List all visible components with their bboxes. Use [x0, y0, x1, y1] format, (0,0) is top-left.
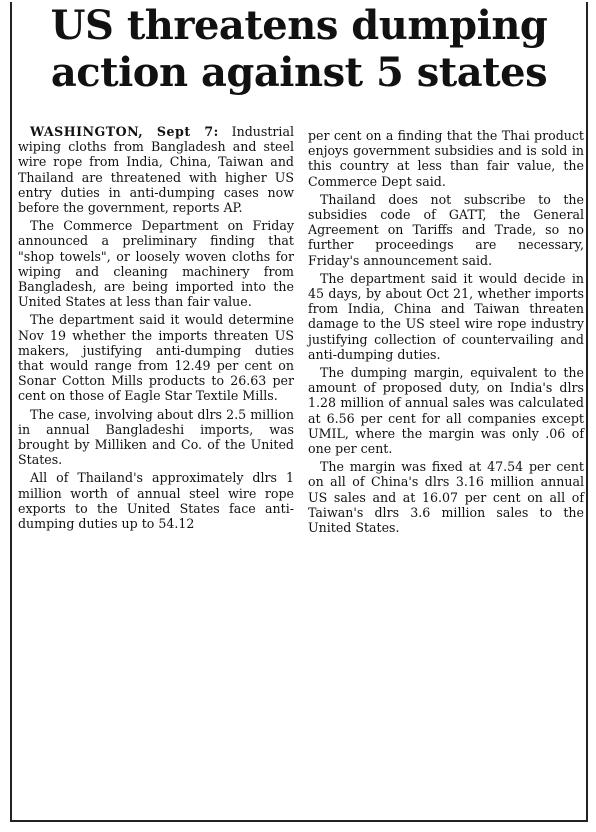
paragraph: The Commerce Department on Friday announced a preliminary finding that "shop towels", or loosely woven cloths for wiping and cleaning machinery from Bangladesh, are being imported into the United States at less than fair value. [18, 218, 294, 310]
paragraph: The department said it would decide in 45 days, by about Oct 21, whether imports from India, China and Taiwan threaten damage to the US steel wire rope industry justifying collection of countervailing and anti-dumping duties. [308, 270, 584, 362]
paragraph: The case, involving about dlrs 2.5 million in annual Bangladeshi imports, was brought by Milliken and Co. of the United States. [18, 406, 294, 468]
right-column [308, 128, 584, 538]
paragraph: per cent on a finding that the Thai product enjoys government subsidies and is sold in this country at less than fair value, the Commerce Dept said. [308, 128, 584, 189]
paragraph: Thailand does not subscribe to the subsidies code of GATT, the General Agreement on Tariffs and Trade, so no further proceedings are necessary, Friday's announcement said. [308, 191, 584, 268]
paragraph: The dumping margin, equivalent to the amount of proposed duty, on India's dlrs 1.28 million of annual sales was calculated at 6.56 per cent for all companies except UMIL, where the margin was only .06 of one per cent. [308, 365, 584, 457]
headline-line-2: action against 5 states [50, 49, 548, 96]
left-column [18, 124, 294, 534]
article-body [12, 124, 586, 820]
dateline: WASHINGTON, Sept 7: [30, 124, 219, 139]
paragraph: All of Thailand's approximately dlrs 1 million worth of annual steel wire rope exports to the United States face anti-dumping duties up to 54.12 [18, 470, 294, 532]
paragraph-text: Industrial wiping cloths from Bangladesh and steel wire rope from India, China, Taiwan and Thailand are threatened with higher US entry duties in anti-dumping cases now before the government, reports AP. [18, 124, 294, 216]
headline-line-1: US threatens dumping [50, 2, 548, 49]
paragraph [18, 124, 294, 215]
paragraph: The margin was fixed at 47.54 per cent on all of China's dlrs 3.16 million annual US sales and at 16.07 per cent on all of Taiwan's dlrs 3.6 million sales to the United States. [308, 459, 584, 536]
paragraph: The department said it would determine Nov 19 whether the imports threaten US makers, justifying anti-dumping duties that would range from 12.49 per cent on Sonar Cotton Mills products to 26.63 per cent on those of Eagle Star Textile Mills. [18, 312, 294, 404]
headline [12, 2, 586, 96]
news-clipping [10, 2, 588, 822]
